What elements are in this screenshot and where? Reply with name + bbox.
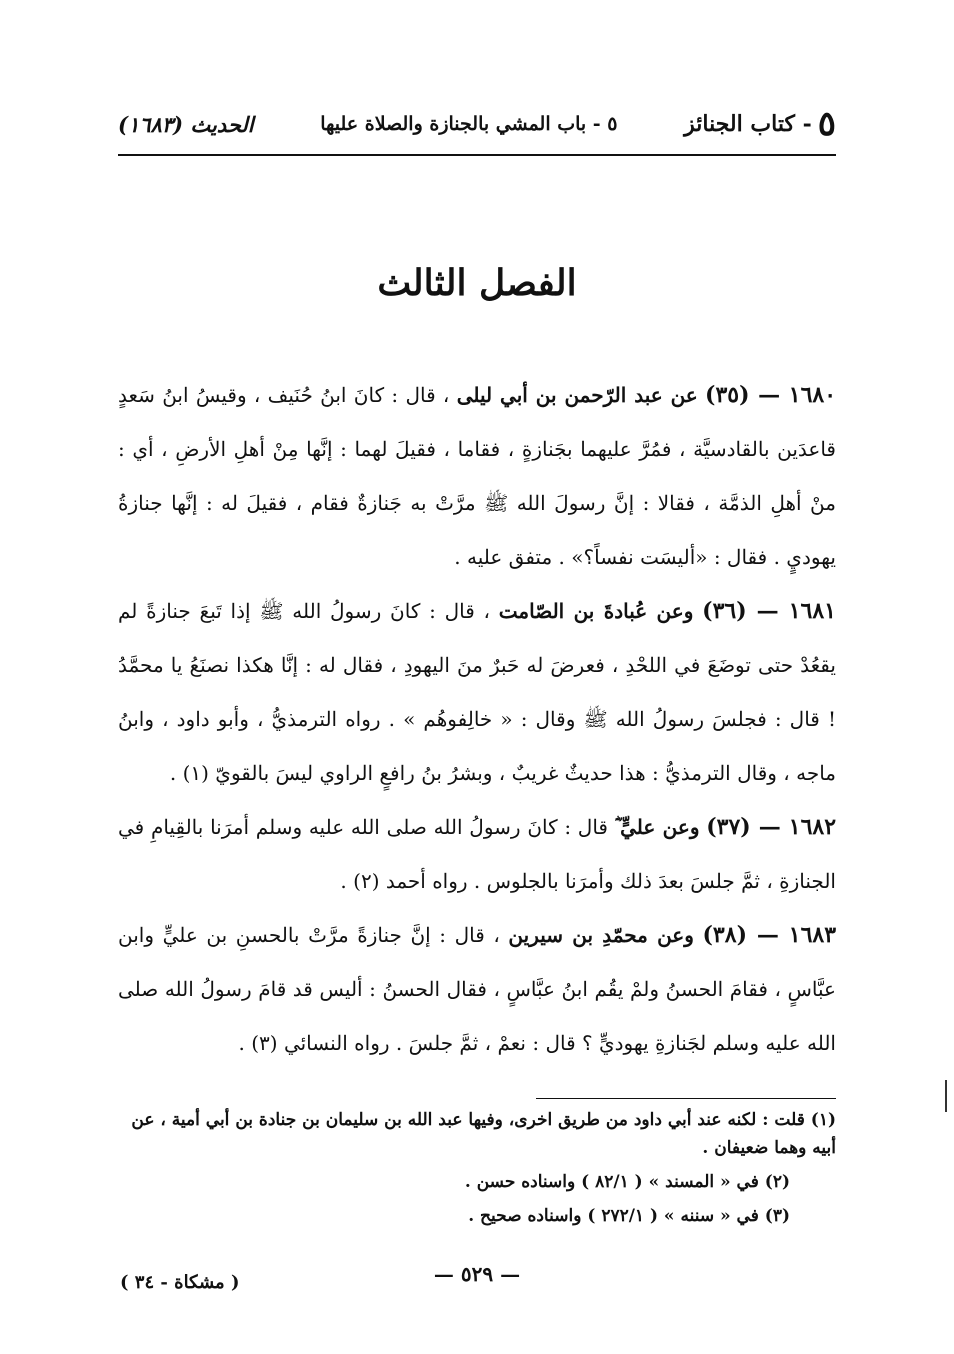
hadith-source: وعن عُبادةَ بن الصّامت [498, 599, 694, 623]
footnote-2: (٢) في « المسند » ( ٨٢/١ ) واسناده حسن . [464, 1172, 790, 1192]
hadith-paragraph [118, 800, 836, 908]
volume-label: ( مشكاة - ٣٤ ) [120, 1272, 240, 1293]
header-rule [118, 154, 836, 156]
footnote-1: (١) قلت : لكنه عند أبي داود من طريق اخرى، وفيها عبد الله بن سليمان بن جنادة بن أبي أمية ، عن أبيه وهما ضعيفان . [131, 1110, 836, 1158]
hadith-number: ١٦٨١ — (٣٦) [702, 598, 836, 624]
hadith-text: ، قال : كانَ ابنُ حُنَيف ، وقيسُ ابنُ سَعدٍ قاعدَين بالقادسيَّة ، فمُرَّ عليهما بجَنازةٍ ، فقاما ، فقيلَ لهما : إنَّها مِنْ أهلِ الأرضِ ، أي : منْ أهلِ الذمَّة ، فقالا : إنَّ رسولَ الله ﷺ مرَّتْ به جَنازةٌ فقام ، فقيلَ له : إنَّها جنازةُ يهوديٍ . فقال : «أليسَت نفساً؟» . متفق عليه . [118, 383, 836, 569]
hadith-source: وعن عليٍّ ؓ [614, 815, 700, 839]
running-header [118, 100, 836, 148]
hadith-paragraph [118, 584, 836, 800]
section-title: ٥ - باب المشي بالجنازة والصلاة عليها [320, 113, 618, 135]
chapter-title: - كتاب الجنائز [684, 111, 812, 137]
hadith-range: الحديث (١٦٨٣) [118, 111, 254, 137]
hadith-number: ١٦٨٢ — (٣٧) [706, 814, 837, 840]
chapter-heading [684, 104, 836, 144]
footnote-rule [536, 1098, 836, 1099]
hadith-number: ١٦٨٠ — (٣٥) [705, 382, 837, 408]
footnote-3: (٣) في « سننه » ( ٢٧٢/١ ) واسناده صحيح . [468, 1206, 790, 1226]
margin-mark [945, 1080, 947, 1112]
hadith-text: قال : كانَ رسولُ الله صلى الله عليه وسلم أمرَنا بالقِيامِ في الجنازةِ ، ثمَّ جلسَ بعدَ ذلك وأمرَنا بالجلوس . رواه أحمد (٢) . [118, 815, 836, 893]
hadith-text: ، قال : كانَ رسولُ الله ﷺ إذا تَبعَ جنازةً لم يقعُدْ حتى توضَعَ في اللحْدِ ، فعرضَ له حَبرٌ منَ اليهودِ ، فقال له : إنَّا هكذا نصنَعُ يا محمَّدُ ! قال : فجلسَ رسولُ الله ﷺ وقال : « خالِفوهُم » . رواه الترمذيُّ ، وأبو داود ، وابنُ ماجه ، وقال الترمذيُّ : هذا حديثٌ غريبٌ ، وبشرُ بنُ رافعٍ الراوي ليسَ بالقويّ (١) . [118, 599, 836, 785]
hadith-source: وعن محمّدِ بن سيرين [508, 923, 694, 947]
hadith-paragraph [118, 368, 836, 584]
hadith-text-body [118, 368, 836, 1070]
hadith-paragraph [118, 908, 836, 1070]
hadith-text: ، قال : إنَّ جنازةً مرَّتْ بالحسنِ بن عليٍّ وابن عبَّاسٍ ، فقامَ الحسنُ ولمْ يقُم ابنُ عبَّاسٍ ، فقال الحسنُ : أليس قد قامَ رسولُ الله صلى الله عليه وسلم لجَنازةِ يهوديٍّ ؟ قال : نعمْ ، ثمَّ جلسَ . رواه النسائي (٣) . [118, 923, 836, 1055]
chapter-number: ٥ [817, 104, 836, 144]
page-number: — ٥٢٩ — [433, 1262, 521, 1286]
hadith-number: ١٦٨٣ — (٣٨) [702, 922, 837, 948]
hadith-source: عن عبد الرّحمن بن أبي ليلى [456, 383, 698, 407]
footnotes [118, 1106, 836, 1236]
page-title: الفصل الثالث [377, 262, 577, 304]
